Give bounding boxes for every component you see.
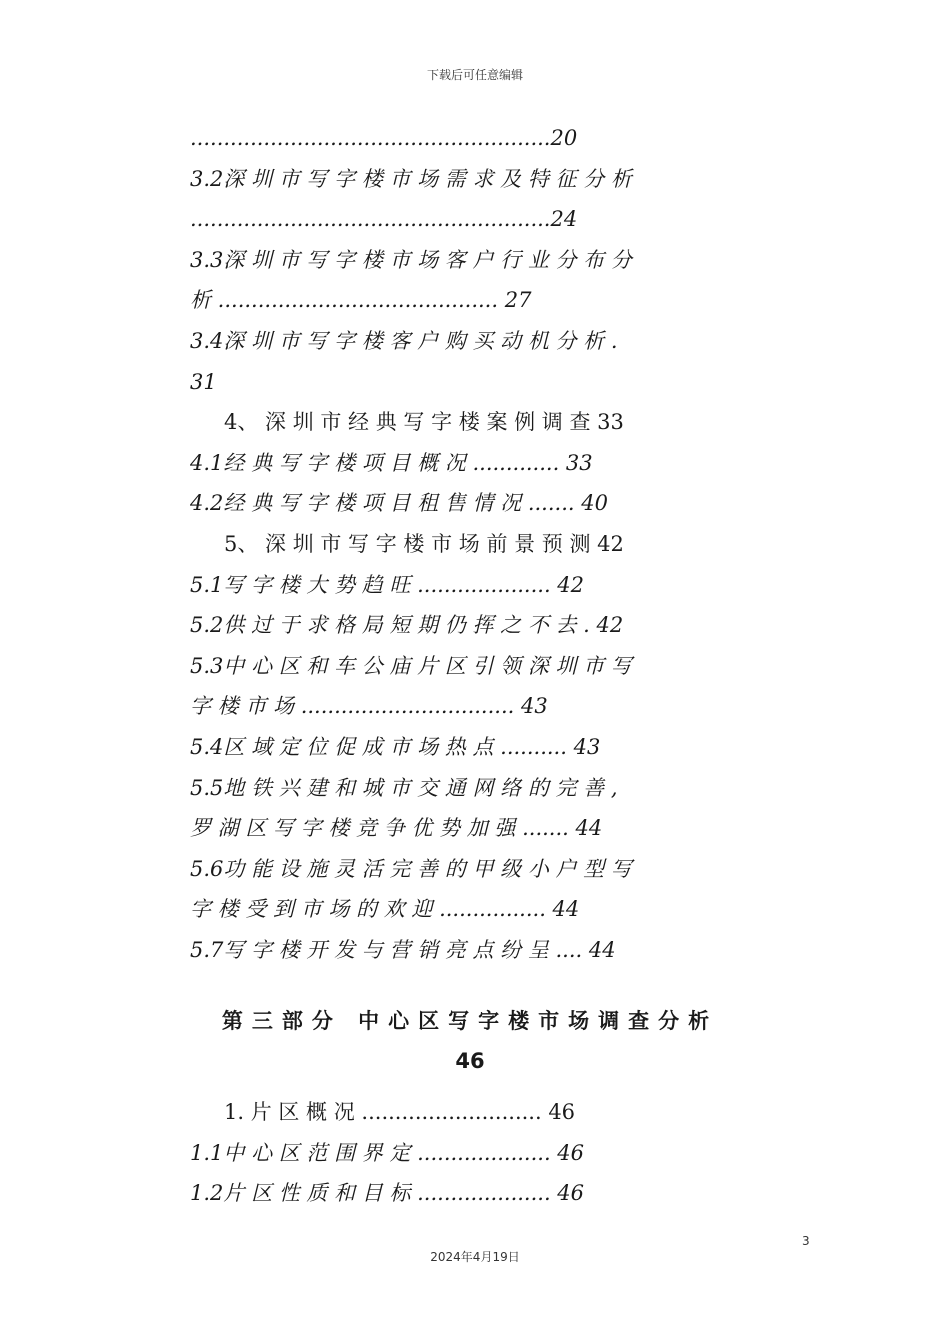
toc-entry: 析 .......................................... 27 (190, 288, 532, 313)
page-header: 下载后可任意编辑 (426, 68, 523, 82)
toc-entry: 4.1经 典 写 字 楼 项 目 概 况 ............. 33 (190, 450, 593, 475)
toc-list (190, 118, 790, 970)
page-number: 3 (802, 1234, 810, 1248)
toc-entry: 3.4深 圳 市 写 字 楼 客 户 购 买 动 机 分 析 . (190, 328, 618, 353)
toc-entry: 罗 湖 区 写 字 楼 竞 争 优 势 加 强 ....... 44 (190, 816, 603, 841)
toc-entry: 字 楼 受 到 市 场 的 欢 迎 ................ 44 (190, 897, 580, 922)
toc-entry: 4.2经 典 写 字 楼 项 目 租 售 情 况 ....... 40 (190, 491, 608, 516)
toc-entry: 5、 深 圳 市 写 字 楼 市 场 前 景 预 测 42 (224, 531, 624, 556)
toc-entry: 1.1中 心 区 范 围 界 定 .................... 46 (190, 1140, 585, 1165)
toc-entry: 字 楼 市 场 ................................ 43 (190, 694, 548, 719)
toc-entry: ......................................................20 (190, 126, 578, 150)
toc-entry: 31 (190, 369, 217, 394)
toc-entry: 5.6功 能 设 施 灵 活 完 善 的 甲 级 小 户 型 写 (190, 856, 632, 881)
toc-entry: 5.1写 字 楼 大 势 趋 旺 .................... 42 (190, 572, 585, 597)
toc-entry: 1. 片 区 概 况 ........................... 46 (224, 1100, 576, 1124)
toc-entry: ......................................................24 (190, 207, 578, 232)
page-footer-date: 2024年4月19日 (430, 1250, 520, 1264)
toc-entry: 5.5地 铁 兴 建 和 城 市 交 通 网 络 的 完 善 , (190, 775, 618, 800)
toc-list-part3 (190, 1092, 790, 1214)
toc-entry: 3.2深 圳 市 写 字 楼 市 场 需 求 及 特 征 分 析 (190, 166, 632, 191)
toc-entry: 4、 深 圳 市 经 典 写 字 楼 案 例 调 查 33 (224, 410, 624, 435)
toc-entry: 1.2片 区 性 质 和 目 标 .................... 46 (190, 1181, 585, 1206)
toc-entry: 3.3深 圳 市 写 字 楼 市 场 客 户 行 业 分 布 分 (190, 247, 632, 272)
toc-entry: 5.7写 字 楼 开 发 与 营 销 亮 点 纷 呈 .... 44 (190, 937, 616, 962)
section-page: 46 (455, 1049, 485, 1073)
section-heading (160, 1001, 780, 1081)
toc-entry: 5.4区 域 定 位 促 成 市 场 热 点 .......... 43 (190, 734, 601, 759)
toc-entry: 5.2供 过 于 求 格 局 短 期 仍 挥 之 不 去 . 42 (190, 613, 624, 638)
toc-entry: 5.3中 心 区 和 车 公 庙 片 区 引 领 深 圳 市 写 (190, 653, 632, 678)
section-title: 第三部分 中心区写字楼市场调查分析 (221, 1009, 719, 1033)
